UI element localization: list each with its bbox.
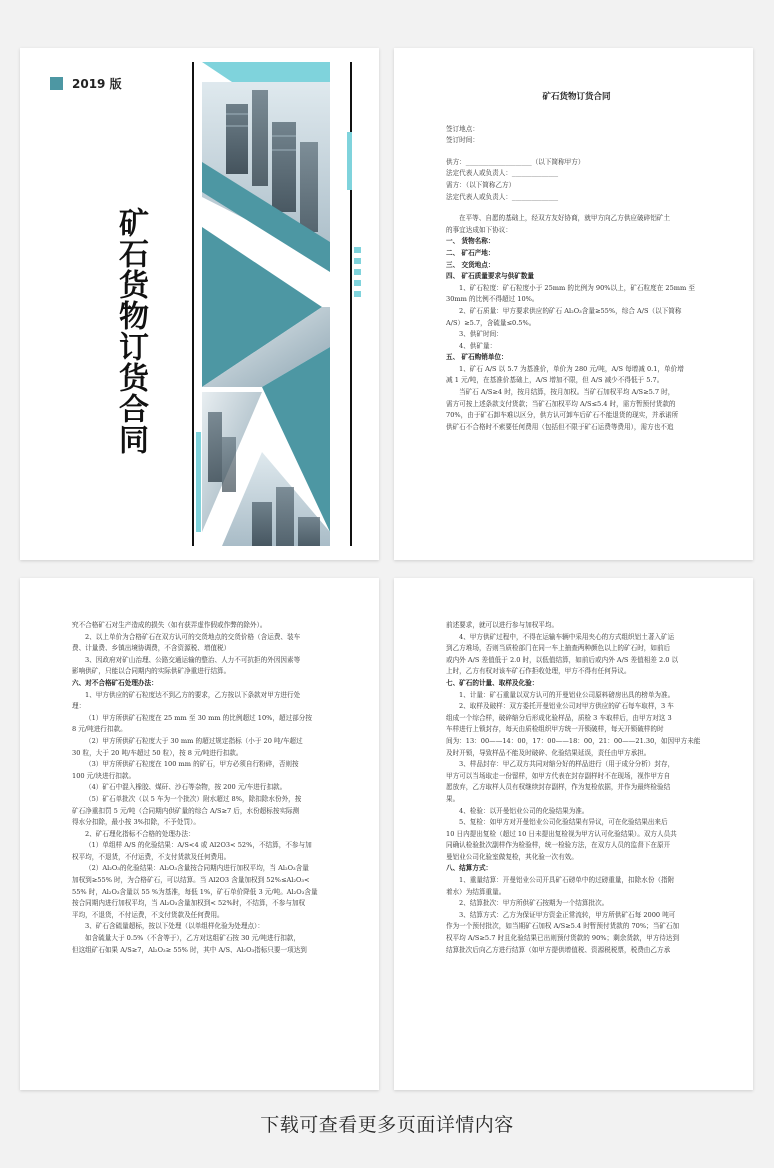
doc-line: 3、样品封存：甲乙双方共同对缩分好的样品进行（用于成分分析）封存， xyxy=(459,760,675,769)
decorative-bar xyxy=(196,432,201,532)
doc-line: 究不合格矿石对生产造成的损失（如有获弄虚作假或作弊的除外）。 xyxy=(72,621,267,629)
doc-line: 需方可按上述条款支付货款；当矿石加权平均 A/S≤5.4 时，需方暂预付货款的 xyxy=(446,399,676,408)
decorative-bar xyxy=(354,269,361,275)
doc-line: 组成一个综合样，破碎缩分后形成化验样品，质检 3 车取样后，由甲方对这 3 xyxy=(446,713,672,722)
doc-line: 愿放弃，乙方取样人员有权继续封存副样，作为复检依据，并作为最终检验结 xyxy=(446,783,671,792)
doc-line: 3、供矿时间： xyxy=(459,330,503,339)
doc-line: 3、矿石含硫量超标，按以下处理（以单组样化验为处理点）： xyxy=(85,922,264,931)
doc-line: 8 元/吨进行扣款。 xyxy=(72,725,127,734)
doc-line: （1）甲方所供矿石粒度在 25 mm 至 30 mm 的比例超过 10%，超过部分按 xyxy=(85,713,312,722)
doc-line: 1、甲方供应的矿石粒度达不到乙方的要求，乙方按以下条款对甲方进行处 xyxy=(85,690,301,699)
cover-frame xyxy=(32,62,367,546)
doc-line: 甲方可以当场取走一份留样，如甲方代表在封存副样时不在现场，视作甲方自 xyxy=(446,771,671,780)
doc-line: 4、供矿量： xyxy=(459,341,497,350)
decorative-bar xyxy=(354,291,361,297)
section-heading: 一、 货物名称： xyxy=(446,237,495,246)
doc-line: 1、矿石 A/S 以 5.7 为基准价，单价为 280 元/吨，A/S 每增减 0.1，单价增 xyxy=(459,364,684,373)
doc-line: （1）单组样 A/S 的化验结果：A/S<4 或 Al2O3< 52%，不结算，不参与加 xyxy=(85,841,312,850)
doc-line: 在平等、自愿的基础上，经双方友好协商，就甲方向乙方供应破碎铝矿土 xyxy=(459,214,670,223)
doc-line: 车样进行上锁封存，每天由质检组织甲方统一开锁破样，每天开锁破样的时 xyxy=(446,725,664,734)
doc-line: 果。 xyxy=(446,794,460,803)
doc-line: （2）Al₂O₃的化验结果：Al₂O₃含量按合同期内进行加权平均，当 Al₂O₃含量 xyxy=(85,864,309,873)
section-heading: 八、结算方式： xyxy=(446,864,493,873)
doc-line: 2、矿石质量：甲方要求供应的矿石 Al₂O₃含量≥55%，综合 A/S（以下简称 xyxy=(459,306,682,315)
decorative-bar xyxy=(347,132,352,190)
doc-line: 矿石净重扣罚 5 元/吨（合同期内供矿量的综合 A/S≥7 后，水份超标按实际测 xyxy=(72,806,300,815)
doc-line: 2、矿石理化指标不合格的处理办法： xyxy=(85,829,195,838)
doc-line: （4）矿石中混入橡胶、煤矸、沙石等杂物，按 200 元/车进行扣款。 xyxy=(85,783,287,792)
section-heading: 二、 矿石产地： xyxy=(446,248,495,257)
doc-line: A/S）≥5.7，含硫量≤0.5%。 xyxy=(446,318,536,327)
doc-line: 如含硫量大于 0.5%（不含等于），乙方对这组矿石按 30 元/吨进行扣款， xyxy=(85,934,300,943)
doc-line: 法定代表人或负责人：______________ xyxy=(446,192,559,201)
doc-line: 供矿石不合格时不索要任何费用（包括但不限于矿石运费等费用），需方也不追 xyxy=(446,422,674,431)
doc-line: 30mm 的比例不得超过 10%。 xyxy=(446,295,539,304)
section-heading: 四、 矿石质量要求与供矿数量 xyxy=(446,272,535,281)
doc-line: 100 元/块进行扣款。 xyxy=(72,771,136,780)
document-body xyxy=(72,620,333,956)
doc-line: 间为：13：00——14：00，17：00——18：00，21：00——21.30，如因甲方未能 xyxy=(446,736,701,745)
doc-line: （5）矿石单批次（以 5 车为一个批次）附水超过 8%，除扣除水份外，按 xyxy=(85,794,302,803)
doc-line: 加权到≥55% 时，为合格矿石，可以结算。当 Al2O3 含量加权到 52%≤Al₂O₃< xyxy=(72,876,310,885)
doc-line: 理： xyxy=(72,702,86,711)
edition-label: 2019 版 xyxy=(72,77,122,91)
doc-line: 上时，乙方有权对该车矿石作拒收处理，甲方不得有任何异议。 xyxy=(446,667,631,676)
doc-line: 平均，不退货，不付运费，不支付货款及任何费用。 xyxy=(72,910,224,919)
doc-line: 得水分扣除，最小按 3%扣除，不予处罚）。 xyxy=(72,818,200,827)
document-body xyxy=(446,620,707,956)
doc-line: 3、结算方式：乙方为保证甲方资金正常流转，甲方所供矿石每 2000 吨可 xyxy=(459,910,676,919)
doc-line: 减 1 元/吨，在基准价基础上，A/S 增加不限，但 A/S 减少不得低于 5.7。 xyxy=(446,376,664,385)
doc-line: 2、以上单价为合格矿石在双方认可的交货地点的交货价格（含运费、装车 xyxy=(85,632,301,641)
doc-line: 权平均，不退货，不付运费，不支付货款及任何费用。 xyxy=(72,852,231,861)
doc-line: 或内外 A/S 差值低于 2.0 时，以低值结算，如前后或内外 A/S 差值相差 2.0 以 xyxy=(446,655,679,664)
doc-line: 55% 时，Al₂O₃含量以 55 %为基准，每低 1%，矿石单价降低 3 元/吨。Al₂O₃含量 xyxy=(72,887,318,896)
document-page-1 xyxy=(394,48,753,560)
doc-line: 3、因政府对矿山治理、公路交通运输的整治、人力不可抗拒的外因因素等 xyxy=(85,655,301,664)
decorative-bar xyxy=(354,247,361,253)
doc-line: （2）甲方所供矿石粒度大于 30 mm 的超过规定指标（小于 20 吨/车超过 xyxy=(85,736,303,745)
edition-marker xyxy=(50,77,63,90)
doc-line: 2、结算批次：甲方所供矿石按期为一个结算批次。 xyxy=(459,899,609,908)
section-heading: 三、 交货地点： xyxy=(446,260,495,269)
doc-line: 70%，由于矿石卸车难以区分，供方认可卸车后矿石不能退货的现实，并承诺所 xyxy=(446,411,679,420)
doc-line: 同确认检验批次副样作为检验样，统一检验方法，在双方人员的监督下在原开 xyxy=(446,841,671,850)
doc-line: 2、取样及破样：双方委托开曼铝业公司对甲方供应的矿石每车取样，3 车 xyxy=(459,702,674,711)
doc-line: 10 日内提出复检（超过 10 日未提出复检视为甲方认可化验结果）。双方人员共 xyxy=(446,829,677,838)
doc-line: （3）甲方所供矿石粒度在 100 mm 的矿石，甲方必须自行粉碎，否则按 xyxy=(85,760,299,769)
doc-line: 作为一个预付批次，如当期矿石加权 A/S≥5.4 时暂预付货款的 70%；当矿石加 xyxy=(446,922,680,931)
doc-line: 曼铝业公司化验室做复检，其化验一次有效。 xyxy=(446,852,578,861)
doc-line: 费、计量费、乡镇出境协调费，不含资源税、增值税） xyxy=(72,644,231,653)
document-page-2 xyxy=(20,578,379,1090)
doc-line: 5、复检：如甲方对开曼铝业公司化验结果有异议，可在化验结果出来后 xyxy=(459,818,668,827)
document-body xyxy=(446,92,707,433)
doc-line: 4、甲方供矿过程中，不得在运输车辆中采用夹心的方式组织铝土著入矿运 xyxy=(459,632,675,641)
doc-line: 30 粒，大于 20 吨/车超过 50 粒），按 8 元/吨进行扣款。 xyxy=(72,748,243,757)
doc-line: 及时开锁，导致样品不能及时破碎、化验结果延误，责任由甲方承担。 xyxy=(446,748,651,757)
doc-line: 影响供矿，只能以合同期内的实际供矿净重进行结算。 xyxy=(72,667,231,676)
decorative-bar xyxy=(354,280,361,286)
doc-line: 签订时间： xyxy=(446,136,479,145)
cover-title: 矿石货物订货合同 xyxy=(113,207,148,455)
doc-line: 着水）为结算重量。 xyxy=(446,887,506,896)
document-title: 矿石货物订货合同 xyxy=(542,92,611,102)
doc-line: 但这组矿石如果 A/S≥7，Al₂O₃≥ 55% 时，其中 A/S、Al₂O₃指标只要一项达到 xyxy=(72,945,307,954)
doc-line: 1、计量：矿石重量以双方认可的开曼铝业公司原料磅房出具的榜单为准。 xyxy=(459,690,675,699)
doc-line: 4、检验：以开曼铝业公司的化验结果为准。 xyxy=(459,806,589,815)
doc-line: 法定代表人或负责人：______________ xyxy=(446,169,559,178)
decorative-bar xyxy=(354,258,361,264)
cover-page xyxy=(20,48,379,560)
doc-line: 的事宜达成如下协议： xyxy=(446,225,512,234)
document-page-3 xyxy=(394,578,753,1090)
doc-line: 当矿石 A/S≥4 时，按月结算，按月加权。当矿石加权平均 A/S≥5.7 时， xyxy=(459,388,675,397)
doc-line: 权平均 A/S≥5.7 时且化验结果已出则预付货款的 90%；剩余货款，甲方待达到 xyxy=(446,934,680,943)
download-more-caption[interactable]: 下载可查看更多页面详情内容 xyxy=(260,1114,514,1136)
section-heading: 六、对不合格矿石处理办法： xyxy=(72,678,158,687)
doc-line: 到乙方堆场，否则当质检部门在同一车上抽查两种颜色以上的矿石时，如前后 xyxy=(446,644,671,653)
doc-line: 结算批次后向乙方进行结算（如甲方提供增值税、资源税税票，税费由乙方承 xyxy=(446,945,671,954)
doc-line: 按合同期内进行加权平均，当 Al₂O₃含量加权到< 52%时，不结算，不参与加权 xyxy=(72,899,306,908)
doc-line: 1、矿石粒度：矿石粒度小于 25mm 的比例为 90%以上，矿石粒度在 25mm 至 xyxy=(459,283,695,292)
section-heading: 五、 矿石购销单位： xyxy=(446,353,508,362)
cover-building-art xyxy=(202,62,339,546)
doc-line: 需方：（以下简称乙方） xyxy=(446,180,516,189)
section-heading: 七、矿石的计量、取样及化验： xyxy=(446,678,539,687)
cover-divider-line xyxy=(192,62,194,546)
doc-line: 供方：____________________（以下简称甲方） xyxy=(446,157,585,166)
doc-line: 前述要求，就可以进行参与加权平均。 xyxy=(446,621,559,629)
doc-line: 1、重量结算：开曼铝业公司开具矿石磅单中的过磅重量，扣除水份（指附 xyxy=(459,876,675,885)
doc-line: 签订地点： xyxy=(446,124,479,133)
